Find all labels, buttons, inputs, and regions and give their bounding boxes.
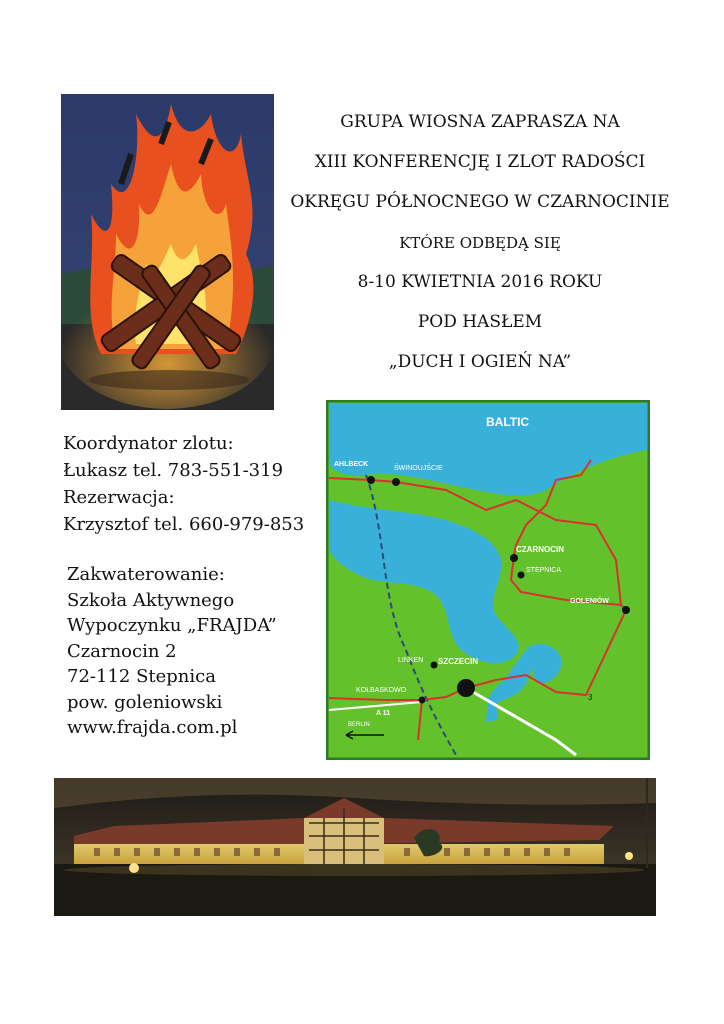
map-label-swinoujscie: ŚWINOUJŚCIE bbox=[394, 465, 443, 472]
campfire-illustration bbox=[61, 94, 274, 410]
lodging-website[interactable]: www.frajda.com.pl bbox=[67, 717, 238, 738]
lodging-street: Czarnocin 2 bbox=[67, 640, 177, 662]
contact-block bbox=[63, 430, 304, 538]
map-label-a11: A 11 bbox=[376, 710, 391, 717]
map-label-kolbaskowo: KOŁBASKOWO bbox=[356, 687, 407, 694]
header-line-6: POD HASŁEM bbox=[417, 312, 543, 332]
reservation-phone: Krzysztof tel. 660-979-853 bbox=[63, 514, 305, 535]
map-label-ahlbeck: AHLBECK bbox=[334, 461, 369, 468]
map-label-szczecin: SZCZECIN bbox=[438, 657, 478, 666]
header-line-2: XIII KONFERENCJĘ I ZLOT RADOŚCI bbox=[314, 152, 646, 172]
lodging-name-2: Wypoczynku „FRAJDA” bbox=[67, 615, 277, 636]
map-label-linken: LINKEN bbox=[398, 657, 424, 664]
map-label-berlin: BERLIN bbox=[348, 722, 370, 728]
lodging-label: Zakwaterowanie: bbox=[67, 564, 225, 585]
location-map bbox=[326, 400, 650, 760]
header-line-3: OKRĘGU PÓŁNOCNEGO W CZARNOCINIE bbox=[290, 192, 670, 212]
map-label-goleniow: GOLENIÓW bbox=[570, 598, 609, 605]
reservation-label: Rezerwacja: bbox=[63, 487, 175, 508]
map-label-stepnica: STEPNICA bbox=[526, 567, 562, 574]
lodging-city: 72-112 Stepnica bbox=[67, 666, 216, 687]
map-label-baltic: BALTIC bbox=[486, 415, 530, 429]
event-motto: „DUCH I OGIEŃ NA” bbox=[388, 352, 572, 372]
lodging-county: pow. goleniowski bbox=[67, 691, 223, 713]
lodging-name-1: Szkoła Aktywnego bbox=[67, 589, 235, 611]
map-label-czarnocin: CZARNOCIN bbox=[516, 545, 564, 554]
event-dates: 8-10 KWIETNIA 2016 ROKU bbox=[357, 272, 603, 292]
coordinator-phone: Łukasz tel. 783-551-319 bbox=[63, 460, 284, 481]
header-line-4: KTÓRE ODBĘDĄ SIĘ bbox=[399, 234, 561, 252]
lodging-block bbox=[67, 562, 277, 741]
building-photo bbox=[54, 778, 656, 916]
coordinator-label: Koordynator zlotu: bbox=[63, 433, 234, 454]
header-line-1: GRUPA WIOSNA ZAPRASZA NA bbox=[340, 112, 620, 132]
map-label-road-3: 3 bbox=[588, 693, 593, 702]
